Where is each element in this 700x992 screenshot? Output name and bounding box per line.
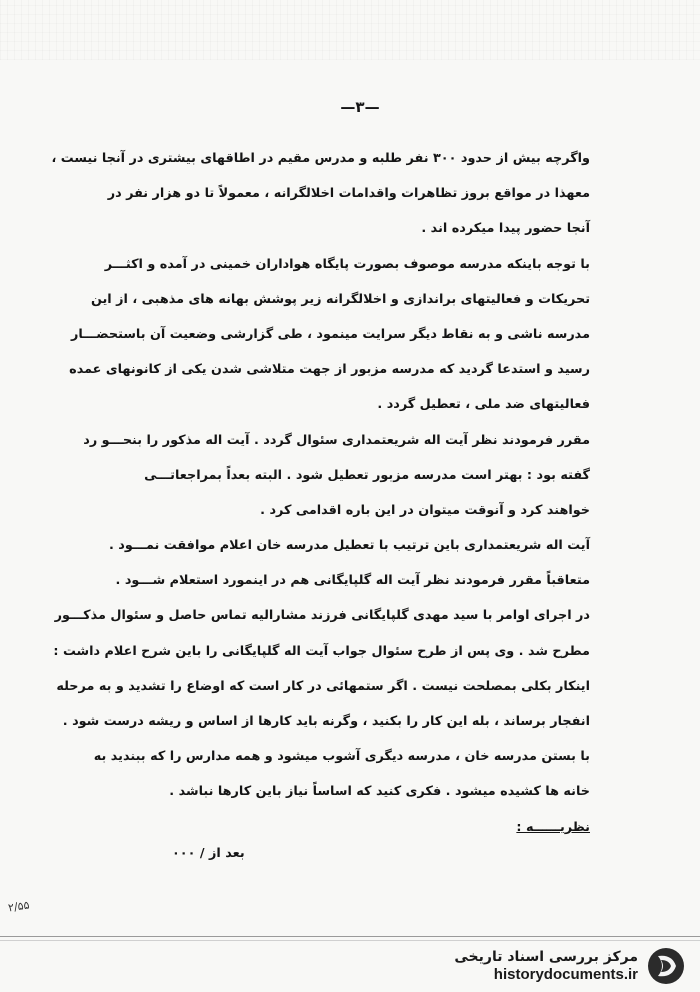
text-line (150, 493, 590, 528)
text-line-content: رسید و استدعا گردید که مدرسه مزبور از جهت متلاشی شدن یکی از کانونهای عمده (69, 362, 590, 378)
archive-logo-icon (646, 946, 686, 986)
continuation-note: بعد از / ۰۰۰ (172, 846, 245, 861)
text-line (56, 669, 590, 704)
watermark-text (454, 948, 638, 984)
footer-divider-secondary (0, 940, 700, 941)
archive-watermark (454, 944, 686, 988)
text-line (150, 810, 590, 845)
text-line-content: با بستن مدرسه خان ، مدرسه دیگری آشوب میشود و همه مدارس را که ببندید به (93, 749, 590, 765)
text-line-content: اینکار بکلی بمصلحت نیست . اگر ستمهائی در کار است که اوضاع را تشدید و به مرحله (56, 678, 590, 694)
text-line (62, 704, 590, 739)
watermark-url: historydocuments.ir (493, 966, 638, 983)
text-line (90, 282, 590, 317)
text-line (54, 598, 590, 633)
text-line (93, 739, 590, 774)
text-line (107, 176, 590, 211)
text-line (51, 141, 590, 176)
text-line-content: انفجار برساند ، بله این کار را بکنید ، وگرنه باید کارها از اساس و ریشه درست شود . (62, 714, 590, 729)
text-line (70, 317, 590, 352)
text-line-content: مدرسه ناشی و به نقاط دیگر سرایت مینمود ، طی گزارشی وضعیت آن باستحضـــار (70, 326, 590, 342)
text-line (108, 528, 590, 563)
text-line (115, 563, 590, 598)
text-line-content: خواهند کرد و آنوقت میتوان در این باره اقدامی کرد . (260, 502, 590, 518)
footer-divider (0, 936, 700, 937)
text-line-content: واگرچه بیش از حدود ۳۰۰ نفر طلبه و مدرس مقیم در اطاقهای بیشتری در آنجا نیست ، (51, 151, 590, 166)
text-line-content: آنجا حضور پیدا میکرده اند . (421, 221, 590, 237)
text-line (104, 247, 590, 282)
watermark-name: مرکز بررسی اسناد تاریخی (454, 949, 638, 965)
text-line (150, 387, 590, 422)
text-line (150, 211, 590, 246)
text-line (53, 634, 590, 669)
text-line (69, 352, 590, 387)
page-number: —٣— (340, 98, 380, 116)
text-line-content: آیت اله شریعتمداری باین ترتیب با تعطیل مدرسه خان اعلام موافقت نمـــود . (108, 538, 590, 554)
text-line (144, 458, 590, 493)
text-line-content: تحریکات و فعالیتهای براندازی و اخلالگرانه زیر پوشش بهانه های مذهبی ، از این (90, 291, 590, 307)
text-line-content: نظریــــــه : (516, 819, 590, 835)
handwritten-margin-note: ۲/۵۵ (7, 898, 31, 915)
text-line-content: معهذا در مواقع بروز تظاهرات واقدامات اخلالگرانه ، معمولاً تا دو هزار نفر در (107, 186, 590, 202)
document-body (51, 141, 590, 845)
text-line-content: فعالیتهای ضد ملی ، تعطیل گردد . (377, 397, 590, 413)
text-line-content: گفته بود : بهتر است مدرسه مزبور تعطیل شود . البته بعداً بمراجعاتـــی (144, 467, 590, 483)
text-line-content: مطرح شد . وی پس از طرح سئوال جواب آیت اله گلپایگانی را باین شرح اعلام داشت : (53, 643, 590, 659)
text-line-content: با توجه باینکه مدرسه موصوف بصورت پایگاه هواداران خمینی در آمده و اکثـــر (104, 256, 590, 272)
text-line-content: متعاقباً مقرر فرمودند نظر آیت اله گلپایگانی هم در اینمورد استعلام شـــود . (115, 573, 590, 589)
scan-noise (0, 0, 700, 60)
text-line-content: مقرر فرمودند نظر آیت اله شریعتمداری سئوال گردد . آیت اله مذکور را بنحـــو رد (83, 432, 590, 448)
text-line-content: در اجرای اوامر با سید مهدی گلپایگانی فرزند مشارالیه تماس حاصل و سئوال مذکـــور (54, 608, 590, 624)
text-line-content: خانه ها کشیده میشود . فکری کنید که اساساً نیاز باین کارها نباشد . (169, 784, 590, 800)
text-line (150, 774, 590, 809)
text-line (83, 423, 590, 458)
